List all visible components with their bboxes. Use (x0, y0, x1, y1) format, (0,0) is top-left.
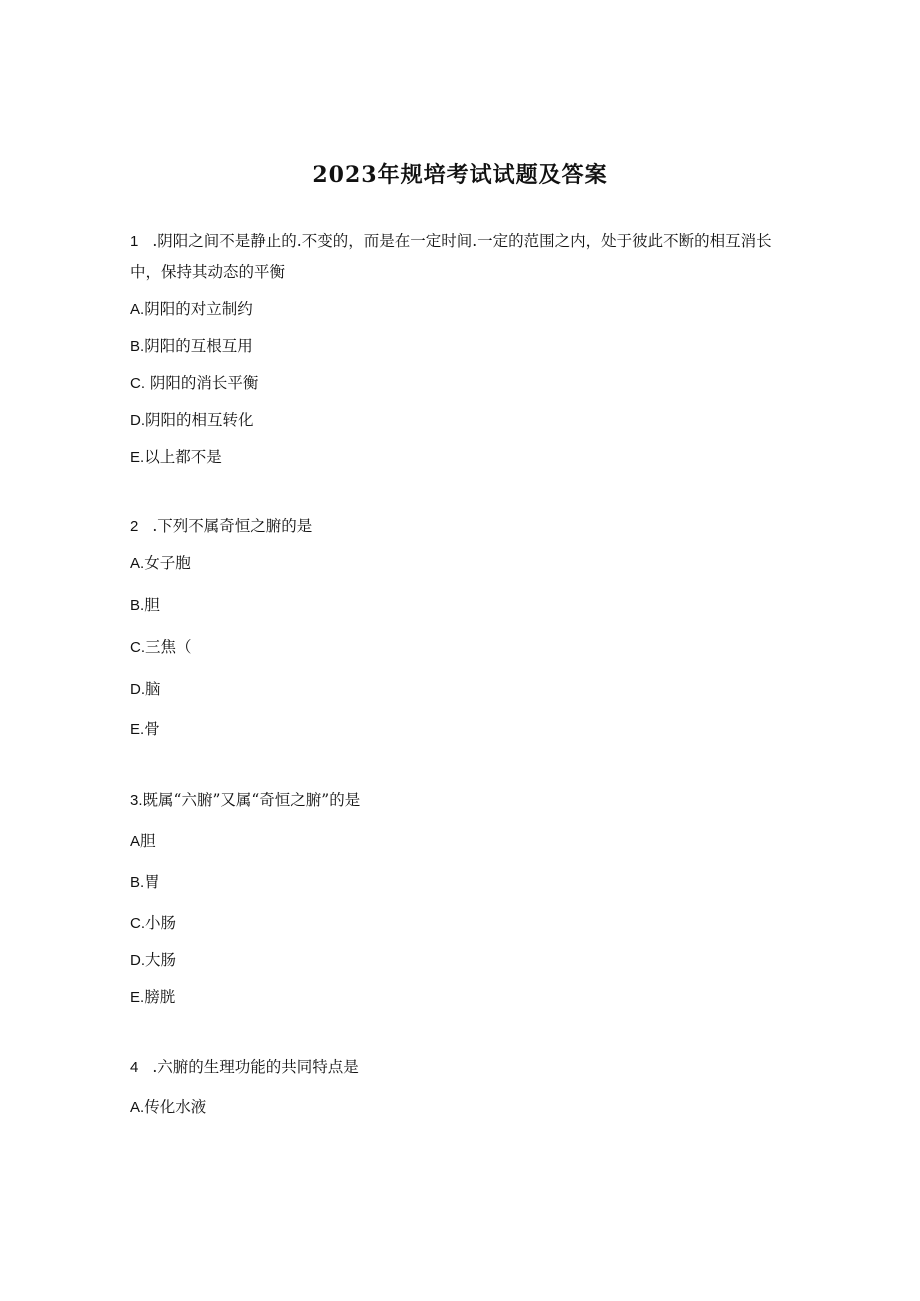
option-text: 阴阳的互根互用 (144, 337, 253, 355)
option-text: 小肠 (145, 914, 177, 932)
option-e (130, 714, 160, 745)
option-letter: B. (130, 874, 145, 891)
option-text: 阴阳的相互转化 (145, 411, 254, 429)
question-stem (130, 1052, 780, 1083)
question-number: 2 (130, 518, 139, 535)
option-letter: C. (130, 915, 145, 932)
option-text: 脑 (145, 680, 161, 698)
option-text: 膀胱 (144, 988, 176, 1006)
option-letter: E. (130, 989, 145, 1006)
question-text: .阴阳之间不是静止的.不变的，而是在一定时间.一定的范围之内，处于彼此不断的相互消长中，保持其动态的平衡 (130, 232, 772, 281)
option-text: 胆 (144, 596, 160, 614)
option-letter: C. (130, 375, 145, 392)
option-letter: D. (130, 681, 145, 698)
question-number: 4 (130, 1059, 139, 1076)
question-text: .六腑的生理功能的共同特点是 (152, 1058, 359, 1076)
option-letter: D. (130, 952, 145, 969)
option-c (130, 632, 192, 663)
option-text: 大肠 (145, 951, 177, 969)
option-letter: B. (130, 597, 145, 614)
option-letter: C. (130, 639, 145, 656)
option-a (130, 826, 156, 857)
option-text: 阴阳的对立制约 (144, 300, 253, 318)
option-letter: E. (130, 449, 145, 466)
question-text: 既属“六腑”又属“奇恒之腑”的是 (142, 791, 361, 809)
option-letter: B. (130, 338, 145, 355)
option-text: 女子胞 (144, 554, 191, 572)
option-c (130, 368, 258, 399)
option-text: 传化水液 (144, 1098, 207, 1116)
option-text: 阴阳的消长平衡 (145, 374, 259, 392)
option-text: 三焦（ (145, 638, 192, 656)
option-letter: D. (130, 412, 145, 429)
option-a (130, 1092, 206, 1123)
option-c (130, 908, 176, 939)
option-letter: A. (130, 301, 145, 318)
option-text: 骨 (144, 720, 160, 738)
question-2 (130, 511, 780, 738)
question-1 (130, 226, 780, 466)
option-a (130, 294, 253, 325)
option-letter: A. (130, 555, 145, 572)
option-letter: E. (130, 721, 145, 738)
question-text: .下列不属奇恒之腑的是 (152, 517, 313, 535)
option-b (130, 867, 160, 898)
option-d (130, 945, 176, 976)
option-a (130, 548, 191, 579)
option-b (130, 331, 253, 362)
question-stem (130, 785, 780, 816)
option-d (130, 674, 161, 705)
option-letter: A (130, 833, 141, 850)
question-3 (130, 785, 780, 1006)
question-number: 3. (130, 792, 143, 809)
option-d (130, 405, 254, 436)
question-number: 1 (130, 233, 139, 250)
page-title: 2023年规培考试试题及答案 (312, 162, 608, 188)
question-stem (130, 226, 780, 288)
option-b (130, 590, 160, 621)
option-letter: A. (130, 1099, 145, 1116)
option-text: 胆 (140, 832, 156, 850)
option-text: 以上都不是 (144, 448, 222, 466)
question-4 (130, 1052, 780, 1116)
option-e (130, 442, 222, 473)
option-e (130, 982, 175, 1013)
option-text: 胃 (144, 873, 160, 891)
question-stem (130, 511, 780, 542)
